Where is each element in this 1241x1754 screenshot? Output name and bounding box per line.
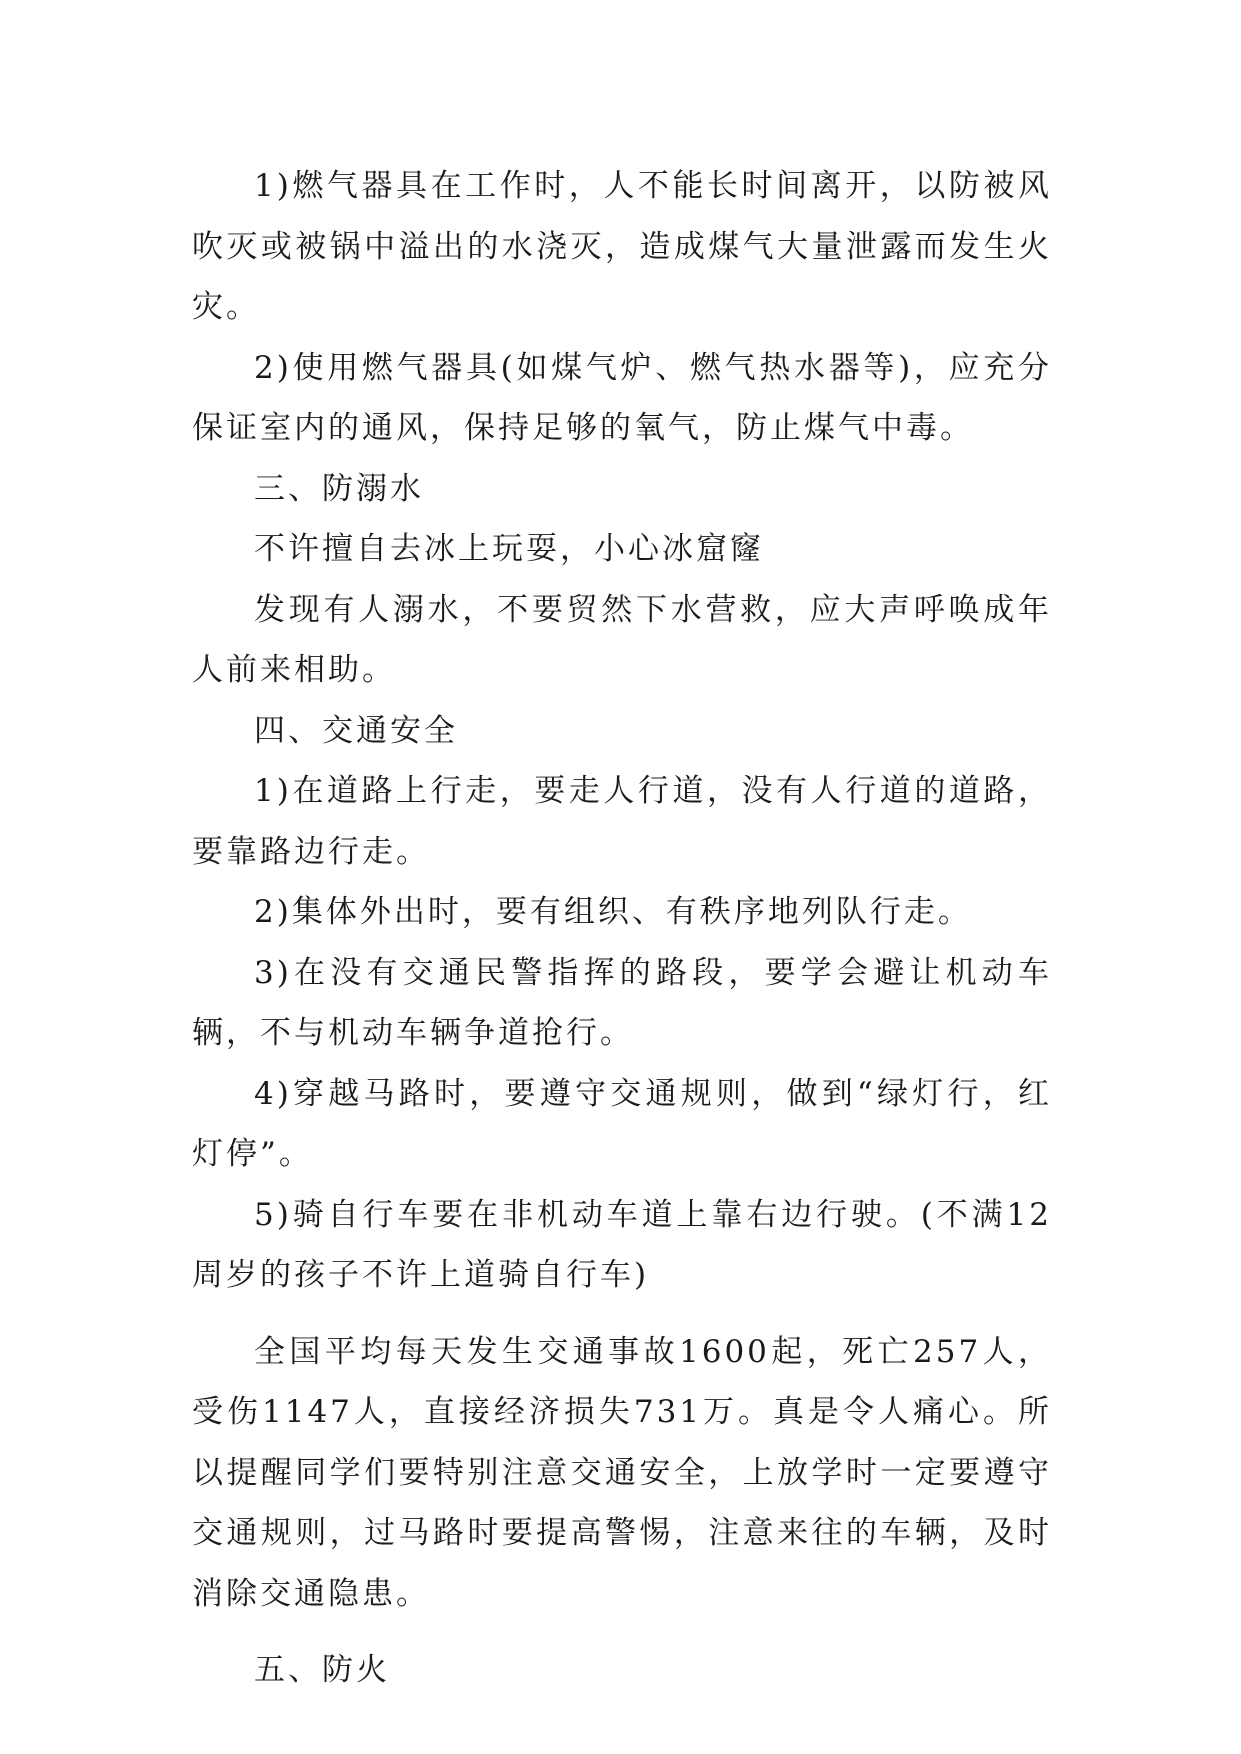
- paragraph-traffic-cycling: 5)骑自行车要在非机动车道上靠右边行驶。(不满12周岁的孩子不许上道骑自行车): [192, 1196, 1052, 1293]
- paragraph-drowning-rescue: 发现有人溺水，不要贸然下水营救，应大声呼唤成年人前来相助。: [192, 591, 1052, 688]
- paragraph-traffic-crossing: 4)穿越马路时，要遵守交通规则，做到“绿灯行，红灯停”。: [192, 1075, 1052, 1172]
- section-heading-drowning: 三、防溺水: [254, 470, 424, 507]
- section-heading-fire: 五、防火: [254, 1652, 390, 1688]
- section-heading-traffic-safety: 四、交通安全: [254, 712, 458, 749]
- paragraph-gas-ventilation: 2)使用燃气器具(如煤气炉、燃气热水器等)，应充分保证室内的通风，保持足够的氧气，防止煤气中毒。: [192, 349, 1052, 446]
- paragraph-traffic-group: 2)集体外出时，要有组织、有秩序地列队行走。: [254, 894, 972, 930]
- paragraph-gas-appliance-unattended: 1)燃气器具在工作时，人不能长时间离开，以防被风吹灭或被锅中溢出的水浇灭，造成煤气大量泄露而发生火灾。: [192, 168, 1052, 325]
- document-body: [192, 156, 1052, 1701]
- paragraph-traffic-statistics: 全国平均每天发生交通事故1600起，死亡257人，受伤1147人，直接经济损失731万。真是令人痛心。所以提醒同学们要特别注意交通安全，上放学时一定要遵守交通规则，过马路时要提高警惕，注意来往的车辆，及时消除交通隐患。: [192, 1333, 1052, 1612]
- paragraph-traffic-walking: 1)在道路上行走，要走人行道，没有人行道的道路，要靠路边行走。: [192, 773, 1052, 870]
- paragraph-traffic-vehicles: 3)在没有交通民警指挥的路段，要学会避让机动车辆，不与机动车辆争道抢行。: [192, 954, 1052, 1051]
- paragraph-ice-warning: 不许擅自去冰上玩耍，小心冰窟窿: [254, 531, 764, 567]
